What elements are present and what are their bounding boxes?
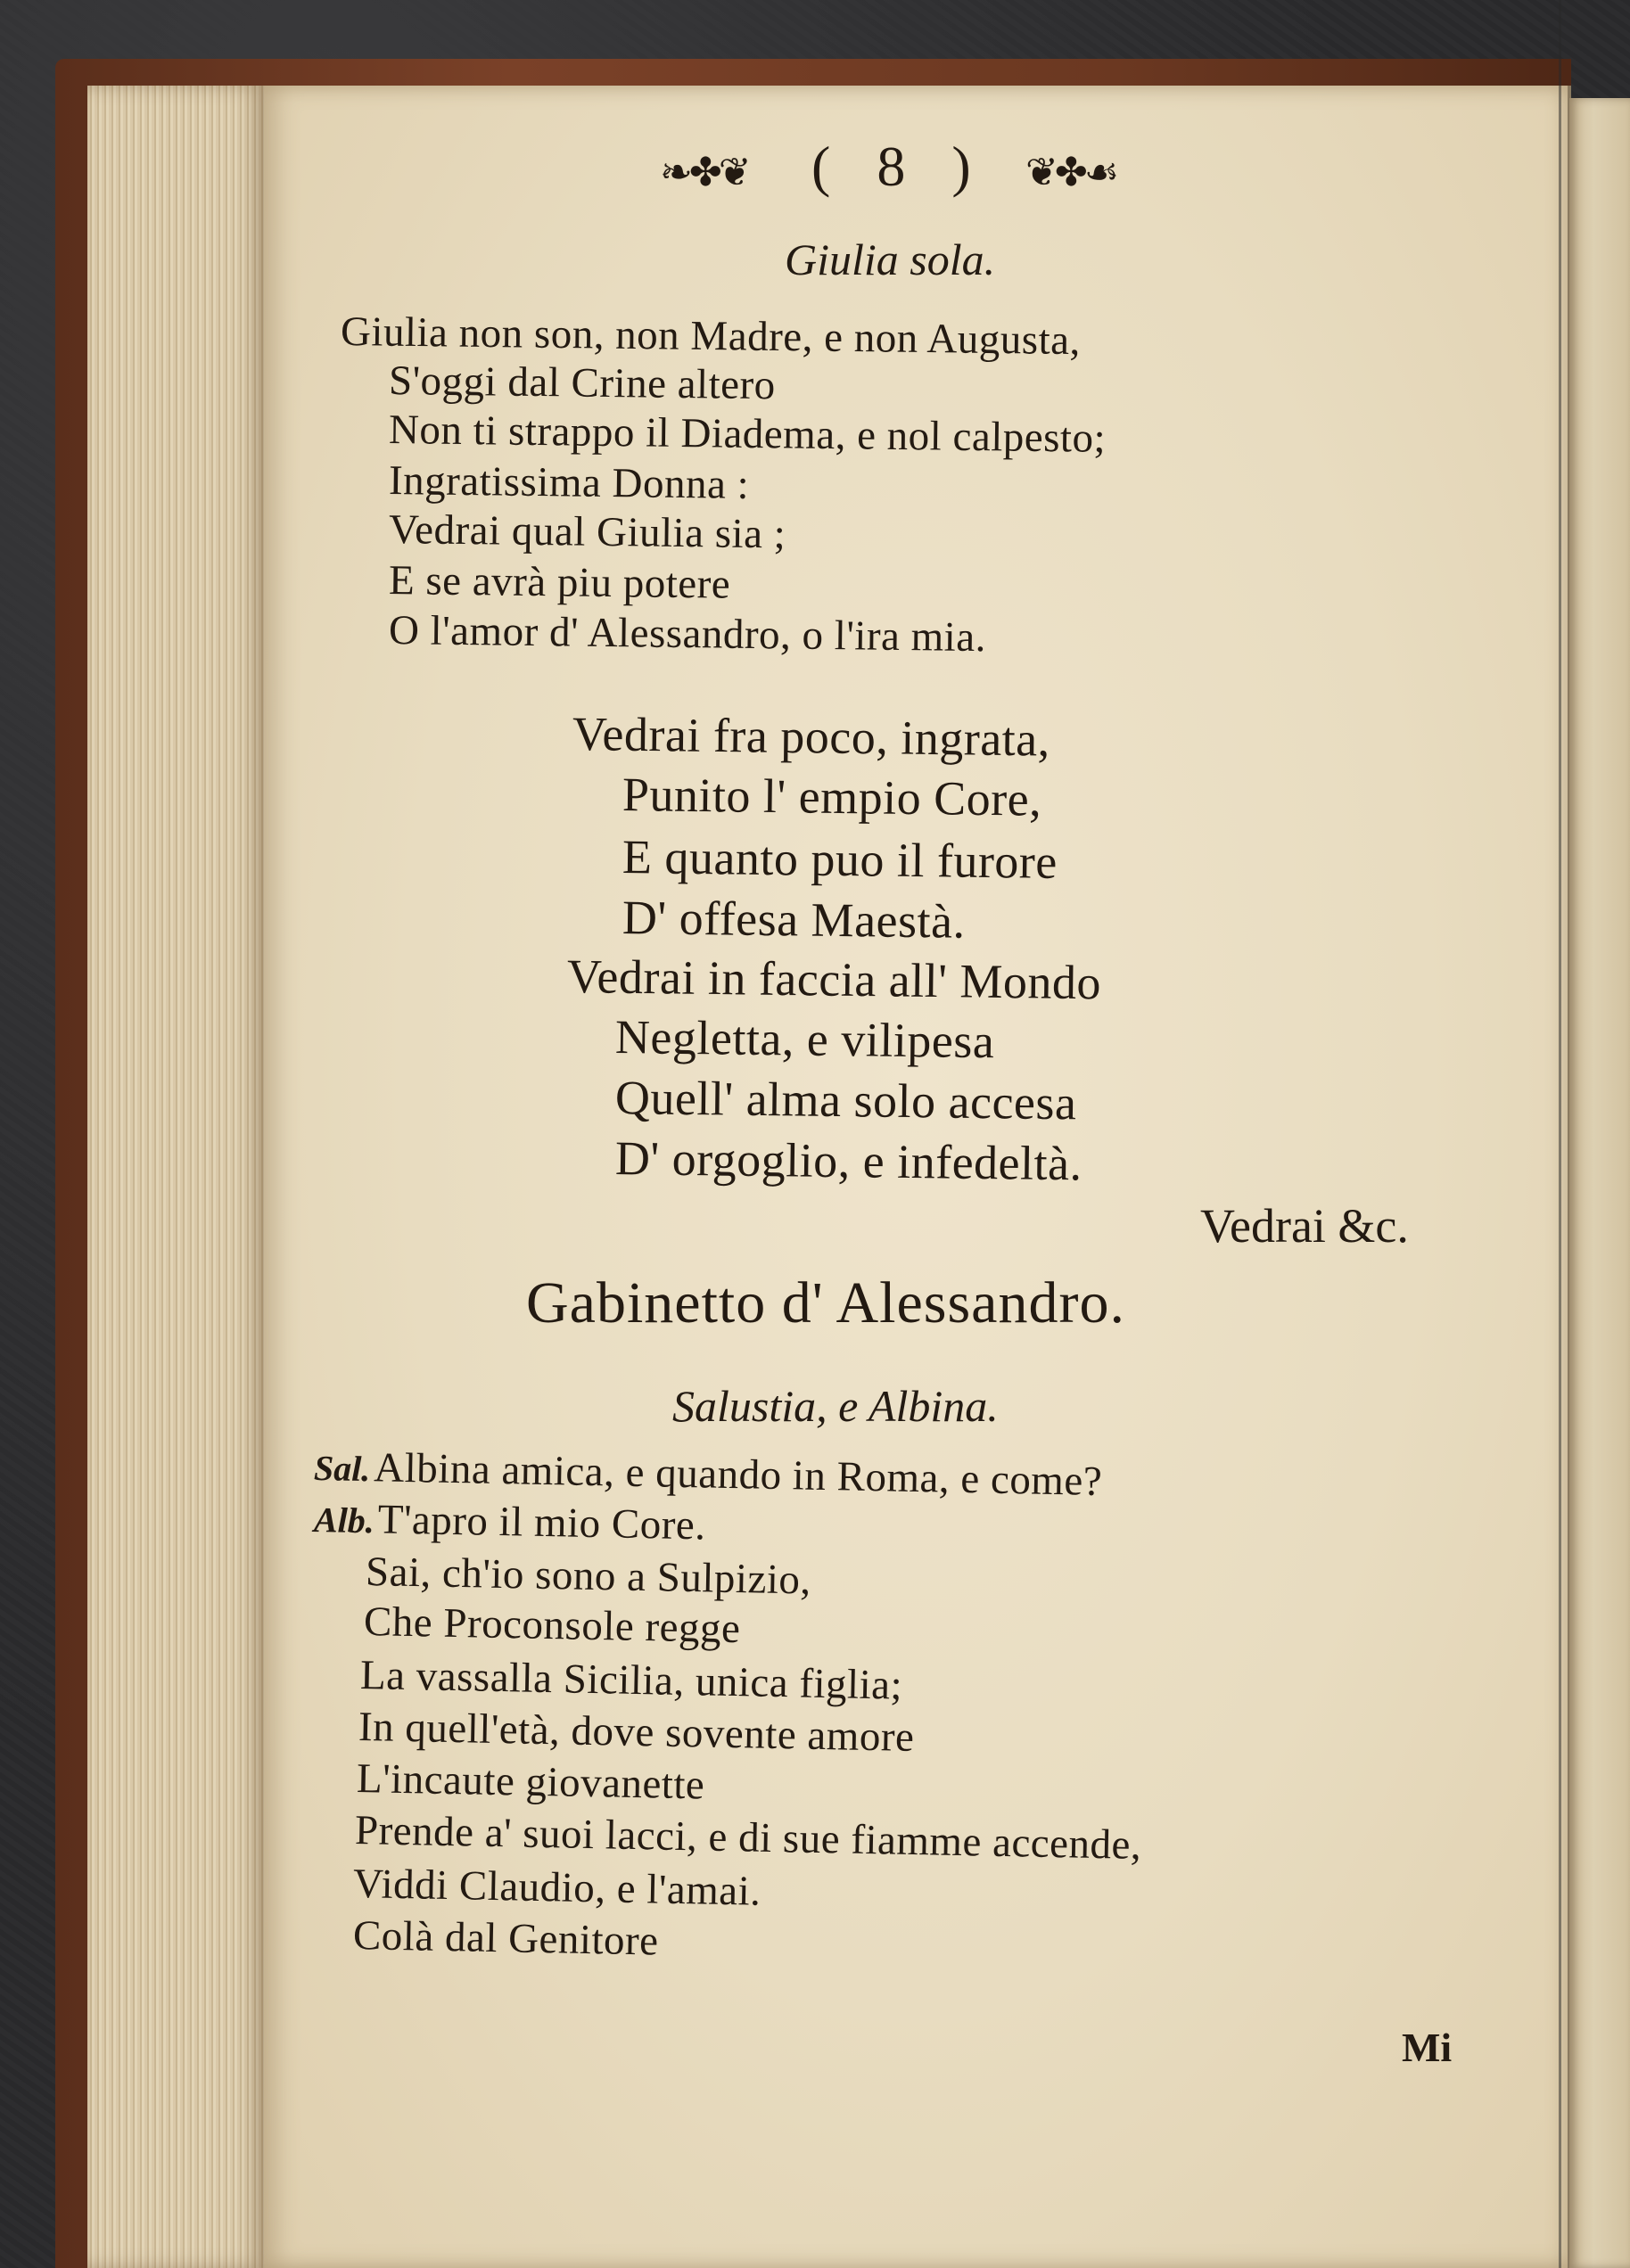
aria-line: Vedrai fra poco, ingrata,: [572, 707, 1051, 767]
aria-reprise: Vedrai &c.: [1200, 1199, 1409, 1253]
dialogue-line: [313, 1494, 706, 1549]
speaker-label: Sal.: [313, 1448, 371, 1490]
section-heading: Giulia sola.: [785, 234, 996, 284]
scene-title: Gabinetto d' Alessandro.: [526, 1270, 1125, 1335]
verse-line: Vedrai qual Giulia sia ;: [388, 506, 786, 558]
ornament-left-icon: ❧✤❦: [660, 151, 748, 194]
aria-line: Negletta, e vilipesa: [614, 1010, 995, 1069]
aria-line: D' offesa Maestà.: [622, 891, 966, 949]
next-leaf: [1569, 98, 1630, 2268]
dialogue-line: Viddi Claudio, e l'amai.: [352, 1861, 761, 1915]
verse-line: O l'amor d' Alessandro, o l'ira mia.: [388, 607, 987, 662]
page-edges: [87, 86, 266, 2268]
dialogue-text: Albina amica, e quando in Roma, e come?: [373, 1444, 1103, 1505]
section-heading: Salustia, e Albina.: [672, 1381, 999, 1431]
aria-line: Quell' alma solo accesa: [614, 1071, 1077, 1130]
aria-line: D' orgoglio, e infedeltà.: [614, 1131, 1083, 1191]
verse-line: Ingratissima Donna :: [388, 457, 750, 508]
dialogue-line: Colà dal Genitore: [352, 1912, 660, 1965]
speaker-label: Alb.: [313, 1500, 375, 1541]
aria-line: E quanto puo il furore: [622, 830, 1058, 889]
ornament-right-icon: ❦✤☙: [1025, 151, 1116, 194]
dialogue-text: T'apro il mio Core.: [377, 1496, 707, 1549]
catchword: Mi: [1402, 2025, 1453, 2070]
verse-line: Giulia non son, non Madre, e non Augusta,: [340, 308, 1082, 365]
page-header: [660, 134, 1141, 214]
verse-line: E se avrà piu potere: [388, 557, 731, 608]
verse-line: Non ti strappo il Diadema, e nol calpesto;: [388, 407, 1107, 462]
dialogue-line: L'incaute giovanette: [356, 1755, 705, 1809]
dialogue-line: La vassalla Sicilia, unica figlia;: [359, 1652, 903, 1709]
dialogue-line: Che Proconsole regge: [363, 1598, 741, 1653]
page-number: ( 8 ): [811, 135, 987, 198]
verse-line: S'oggi dal Crine altero: [388, 357, 777, 409]
aria-line: Vedrai in faccia all' Mondo: [566, 949, 1102, 1010]
aria-line: Punito l' empio Core,: [622, 768, 1042, 826]
glass-edge: [1559, 0, 1561, 2268]
dialogue-line: Prende a' suoi lacci, e di sue fiamme accende,: [354, 1807, 1142, 1869]
dialogue-line: Sai, ch'io sono a Sulpizio,: [365, 1549, 812, 1604]
dialogue-line: In quell'età, dove sovente amore: [358, 1704, 915, 1761]
